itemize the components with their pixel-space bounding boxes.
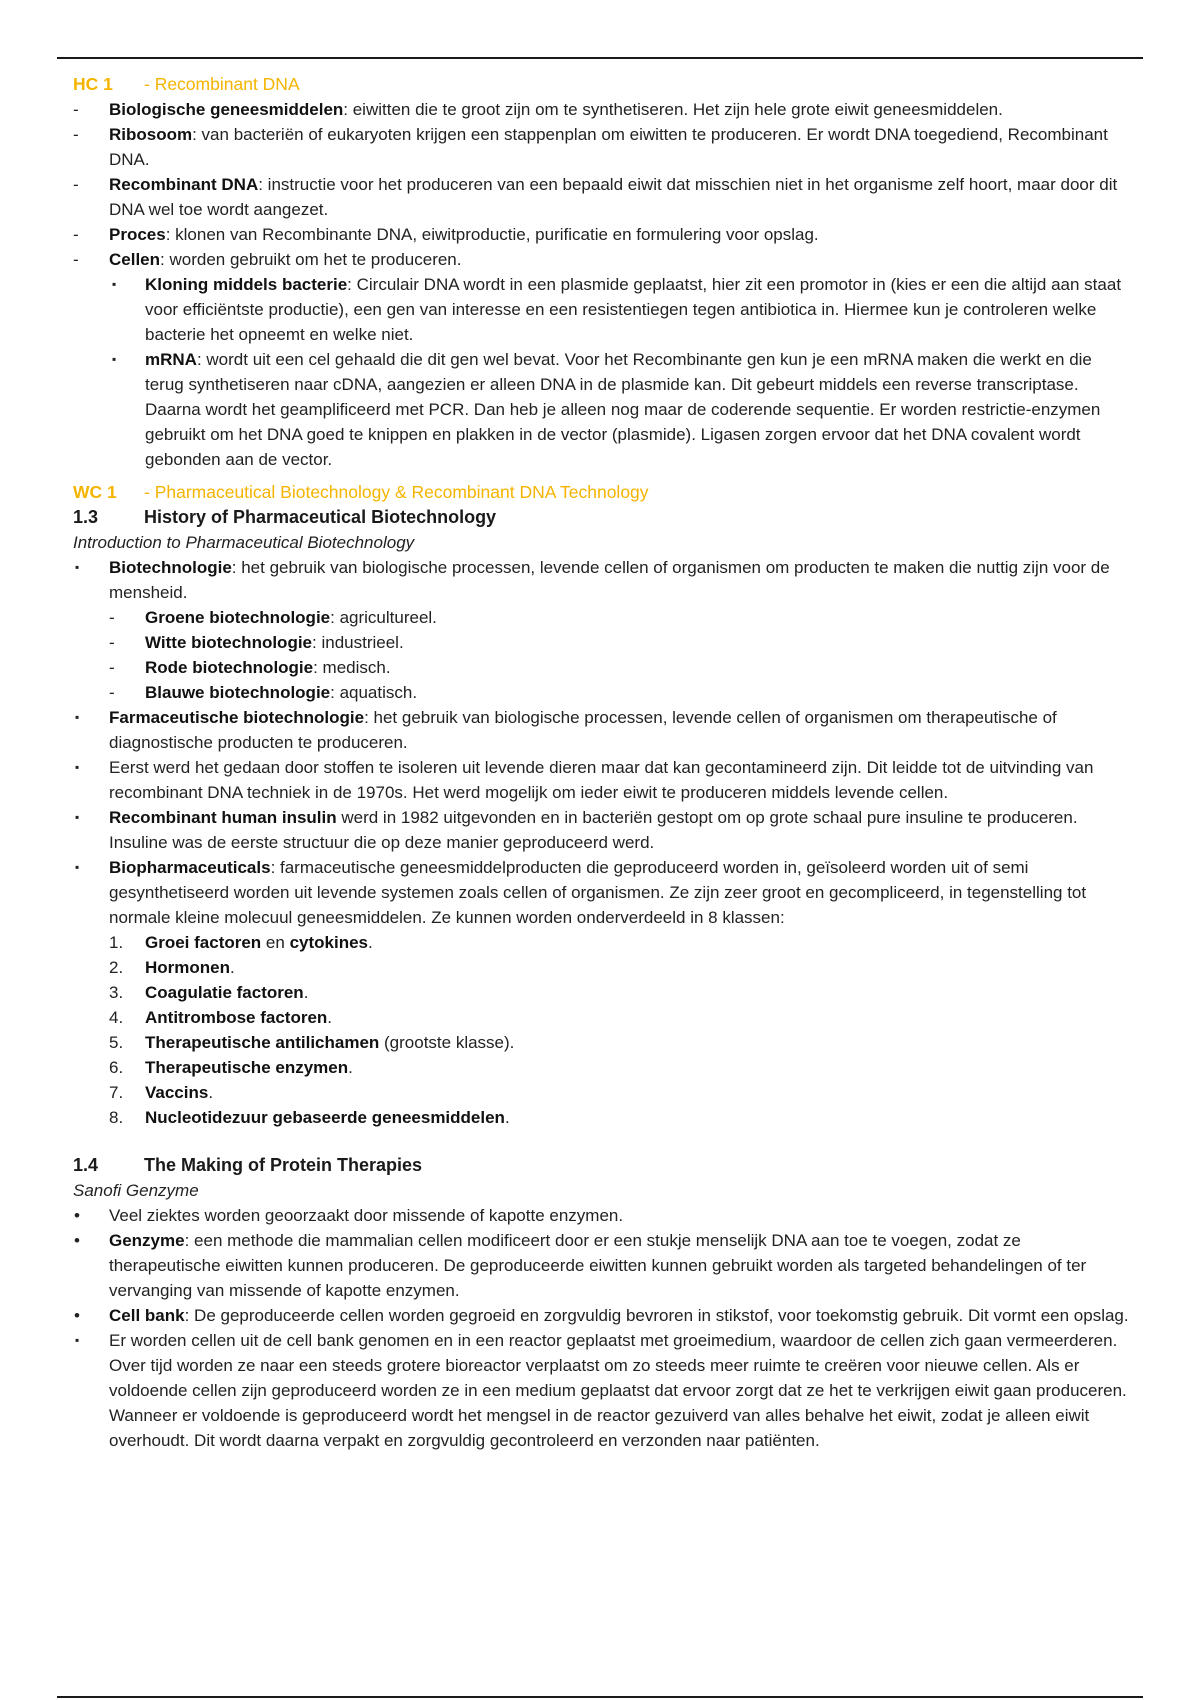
list-item: ▪ Biotechnologie: het gebruik van biologische processen, levende cellen of organismen om producten te maken die nuttig zijn voor de mensheid. bbox=[75, 558, 1110, 602]
list-item: ▪ Farmaceutische biotechnologie: het gebruik van biologische processen, levende cellen of organismen om therapeutische of diagnostische producten te produceren. bbox=[75, 708, 1057, 752]
hc1-title: - Recombinant DNA bbox=[144, 74, 300, 94]
bottom-rule bbox=[57, 1696, 1143, 1698]
top-rule bbox=[57, 57, 1143, 59]
list-item: ▪ Er worden cellen uit de cell bank genomen en in een reactor geplaatst met groeimedium, waardoor de cellen zich gaan vermeerderen. Over tijd worden ze naar een steeds grotere bioreactor verplaatst om zo steeds meer ruimte te creëren voor nieuwe cellen. Als er voldoende cellen zijn geproduceerd worden ze in een medium geplaatst dat ervoor zorgt dat ze het te verkrijgen eiwit gaan produceren. Wanneer er voldoende is geproduceerd wordt het mengsel in de reactor gezuiverd van alles behalve het eiwit, zodat je alleen eiwit overhoudt. Dit wordt daarna verpakt en zorgvuldig gecontroleerd en verzonden naar patiënten. bbox=[75, 1331, 1127, 1450]
section-subtitle: Sanofi Genzyme bbox=[73, 1181, 199, 1200]
list-item: ▪ Eerst werd het gedaan door stoffen te isoleren uit levende dieren maar dat kan gecontamineerd zijn. Dit leidde tot de uitvinding van recombinant DNA techniek in de 1970s. Het werd mogelijk om ieder eiwit te produceren middels levende cellen. bbox=[75, 758, 1094, 802]
section-number: 1.4 bbox=[73, 1155, 99, 1175]
list-item: - Proces: klonen van Recombinante DNA, eiwitproductie, purificatie en formulering voor opslag. bbox=[73, 225, 819, 244]
numbered-item: 8. Nucleotidezuur gebaseerde geneesmiddelen. bbox=[109, 1108, 510, 1127]
wc1-code: WC 1 bbox=[73, 482, 117, 502]
list-item: - Cellen: worden gebruikt om het te produceren. bbox=[73, 250, 462, 269]
sub-list-item: - Groene biotechnologie: agricultureel. bbox=[109, 608, 437, 627]
numbered-item: 5. Therapeutische antilichamen (grootste klasse). bbox=[109, 1033, 515, 1052]
sub-list-item: ▪ Kloning middels bacterie: Circulair DNA wordt in een plasmide geplaatst, hier zit een promotor in (kies er een die altijd aan staat voor efficiëntste productie), een gen van interesse en een resistentiegen tegen antibiotica in. Hiermee kun je controleren welke bacterie het opneemt en welke niet. bbox=[112, 275, 1122, 344]
section-1-3-heading bbox=[73, 505, 1133, 530]
list-item: - Recombinant DNA: instructie voor het produceren van een bepaald eiwit dat misschien niet in het organisme zelf hoort, maar door dit DNA wel toe wordt aangezet. bbox=[73, 175, 1118, 219]
list-item: - Biologische geneesmiddelen: eiwitten die te groot zijn om te synthetiseren. Het zijn hele grote eiwit geneesmiddelen. bbox=[73, 100, 1003, 119]
wc1-heading bbox=[73, 480, 1133, 505]
numbered-item: 1. Groei factoren en cytokines. bbox=[109, 933, 373, 952]
numbered-item: 7. Vaccins. bbox=[109, 1083, 214, 1102]
sub-list-item: - Witte biotechnologie: industrieel. bbox=[109, 633, 404, 652]
sub-list-item: ▪ mRNA: wordt uit een cel gehaald die dit gen wel bevat. Voor het Recombinante gen kun je een mRNA maken die werkt en die terug synthetiseren naar cDNA, aangezien er alleen DNA in de plasmide kan. Dit gebeurt middels een reverse transcriptase. Daarna wordt het geamplificeerd met PCR. Dan heb je alleen nog maar de coderende sequentie. Er worden restrictie-enzymen gebruikt om het DNA goed te knippen en plakken in de vector (plasmide). Ligasen zorgen ervoor dat het DNA covalent wordt gebonden aan de vector. bbox=[112, 350, 1101, 469]
numbered-item: 6. Therapeutische enzymen. bbox=[109, 1058, 353, 1077]
sub-list-item: - Blauwe biotechnologie: aquatisch. bbox=[109, 683, 418, 702]
section-number: 1.3 bbox=[73, 507, 99, 527]
numbered-item: 2. Hormonen. bbox=[109, 958, 235, 977]
list-item: • Genzyme: een methode die mammalian cellen modificeert door er een stukje menselijk DNA aan toe te voegen, zodat ze therapeutische eiwitten kunnen produceren. De geproduceerde eiwitten kunnen gebruikt worden als targeted behandelingen of ter vervanging van missende of kapotte enzymen. bbox=[74, 1231, 1087, 1300]
sub-list-item: - Rode biotechnologie: medisch. bbox=[109, 658, 391, 677]
hc1-code: HC 1 bbox=[73, 74, 113, 94]
list-item: - Ribosoom: van bacteriën of eukaryoten krijgen een stappenplan om eiwitten te produceren. Er wordt DNA toegediend, Recombinant DNA. bbox=[73, 125, 1108, 169]
wc1-title: - Pharmaceutical Biotechnology & Recombinant DNA Technology bbox=[144, 482, 649, 502]
section-title: History of Pharmaceutical Biotechnology bbox=[144, 507, 497, 527]
list-item: ▪ Biopharmaceuticals: farmaceutische geneesmiddelproducten die geproduceerd worden in, geïsoleerd worden uit of semi gesynthetiseerd worden uit levende systemen zoals cellen of organismen. Ze zijn zeer groot en gecompliceerd, in tegenstelling tot normale kleine molecuul geneesmiddelen. Ze kunnen worden onderverdeeld in 8 klassen: bbox=[75, 858, 1087, 927]
section-subtitle: Introduction to Pharmaceutical Biotechnology bbox=[73, 533, 415, 552]
numbered-item: 4. Antitrombose factoren. bbox=[109, 1008, 333, 1027]
section-title: The Making of Protein Therapies bbox=[144, 1155, 423, 1175]
document-body bbox=[73, 72, 1133, 1453]
list-item: • Cell bank: De geproduceerde cellen worden gegroeid en zorgvuldig bevroren in stikstof, voor toekomstig gebruik. Dit vormt een opslag. bbox=[74, 1306, 1129, 1325]
list-item: ▪ Recombinant human insulin werd in 1982 uitgevonden en in bacteriën gestopt om op grote schaal pure insuline te produceren. Insuline was de eerste structuur die op deze manier geproduceerd werd. bbox=[75, 808, 1078, 852]
numbered-item: 3. Coagulatie factoren. bbox=[109, 983, 309, 1002]
section-1-4-heading bbox=[73, 1153, 1133, 1178]
hc1-heading bbox=[73, 72, 1133, 97]
list-item: • Veel ziektes worden geoorzaakt door missende of kapotte enzymen. bbox=[74, 1206, 624, 1225]
